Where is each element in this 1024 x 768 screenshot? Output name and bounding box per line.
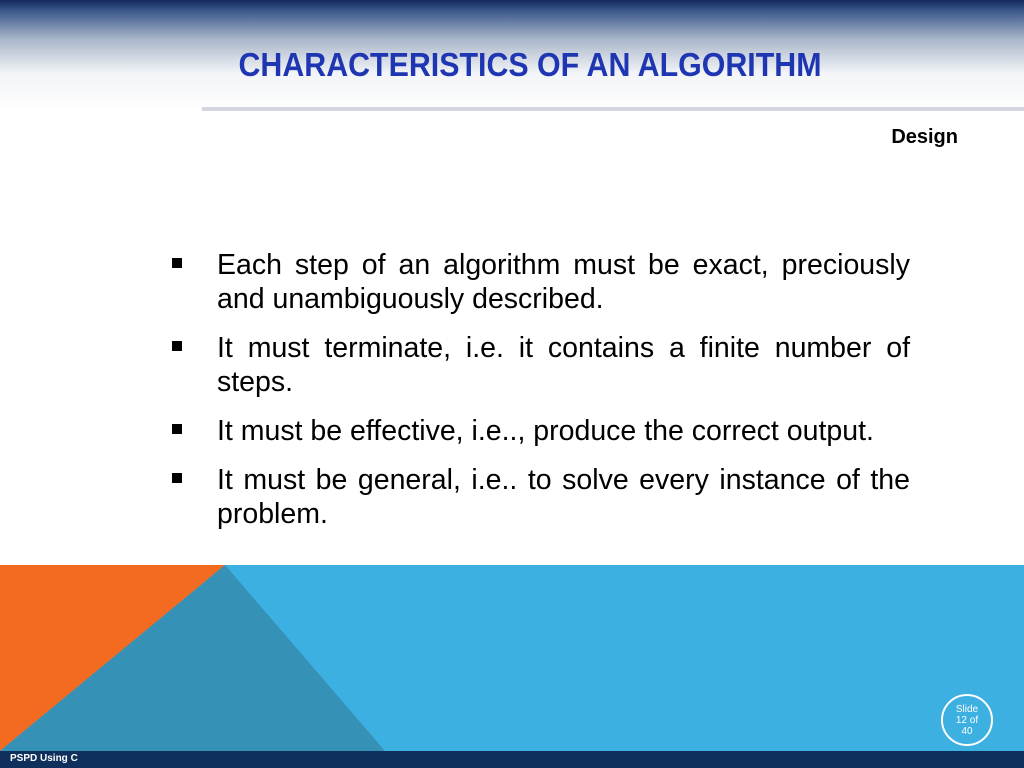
badge-line-2: 12 of xyxy=(955,714,979,726)
bullet-text: Each step of an algorithm must be exact, preciously and unambiguously described. xyxy=(217,249,910,315)
bullet-text: It must be general, i.e.. to solve every instance of the problem. xyxy=(217,464,910,530)
bullet-item xyxy=(170,414,910,448)
badge-line-1: Slide xyxy=(955,703,979,715)
badge-line-3: 40 xyxy=(961,725,973,737)
square-bullet-icon xyxy=(172,424,182,434)
slide-subtitle: Design xyxy=(891,126,958,148)
bullet-text: It must terminate, i.e. it contains a finite number of steps. xyxy=(217,332,910,398)
square-bullet-icon xyxy=(172,258,182,268)
slide-title: CHARACTERISTICS OF AN ALGORITHM xyxy=(238,46,822,83)
bullet-item xyxy=(170,248,910,316)
square-bullet-icon xyxy=(172,473,182,483)
bullet-item xyxy=(170,331,910,399)
slide-number-badge xyxy=(941,694,993,746)
bullet-list xyxy=(170,248,910,546)
square-bullet-icon xyxy=(172,341,182,351)
bullet-text: It must be effective, i.e.., produce the correct output. xyxy=(217,415,874,447)
footer-label: PSPD Using C xyxy=(10,753,78,764)
bullet-item xyxy=(170,463,910,531)
decorative-background-shapes xyxy=(0,565,1024,751)
footer-bar xyxy=(0,751,1024,768)
title-divider xyxy=(202,107,1024,111)
